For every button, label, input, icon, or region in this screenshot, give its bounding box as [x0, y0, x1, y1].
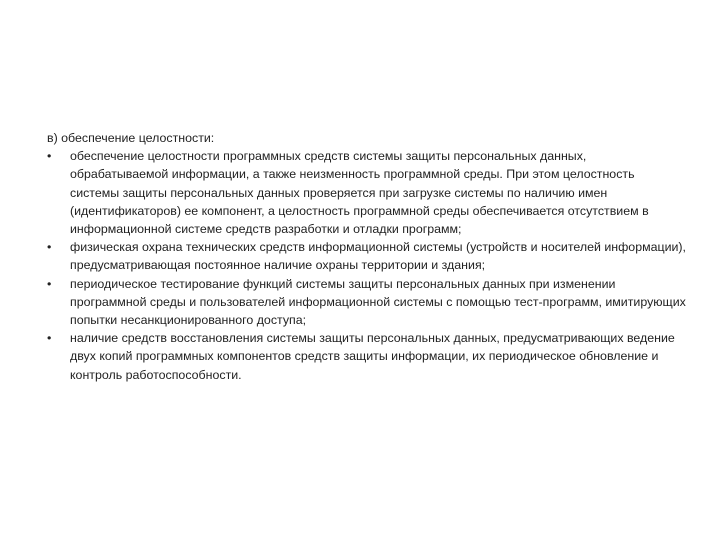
list-item-text: наличие средств восстановления системы защиты персональных данных, предусматривающих ведение двух копий программных компонентов средств защиты информации, их периодическое обновление и контроль работоспособности.: [70, 331, 675, 382]
list-item: [47, 147, 687, 238]
bullet-icon: •: [47, 240, 52, 255]
bullet-icon: •: [47, 149, 52, 164]
section-heading: в) обеспечение целостности:: [47, 131, 215, 145]
list-item-text: периодическое тестирование функций системы защиты персональных данных при изменении программной среды и пользователей информационной системы с помощью тест-программ, имитирующих попытки несанкционированного доступа;: [70, 276, 686, 328]
list-item-text: физическая охрана технических средств информационной системы (устройств и носителей информации), предусматривающая постоянное наличие охраны территории и здания;: [70, 240, 686, 273]
list-item: [47, 329, 687, 384]
document-body: [47, 129, 687, 384]
bullet-icon: •: [47, 331, 52, 346]
list-item-text: обеспечение целостности программных средств системы защиты персональных данных, обрабатываемой информации, а также неизменность программной среды. При этом целостность системы защиты персональных данных проверяется при загрузке системы по наличию имен (идентификаторов) ее компонент, а целостность программной среды обеспечивается отсутствием в информационной системе средств разработки и отладки программ;: [70, 149, 649, 237]
list-item: [47, 275, 687, 330]
bullet-list: [47, 147, 687, 384]
list-item: [47, 238, 687, 274]
bullet-icon: •: [47, 276, 52, 291]
